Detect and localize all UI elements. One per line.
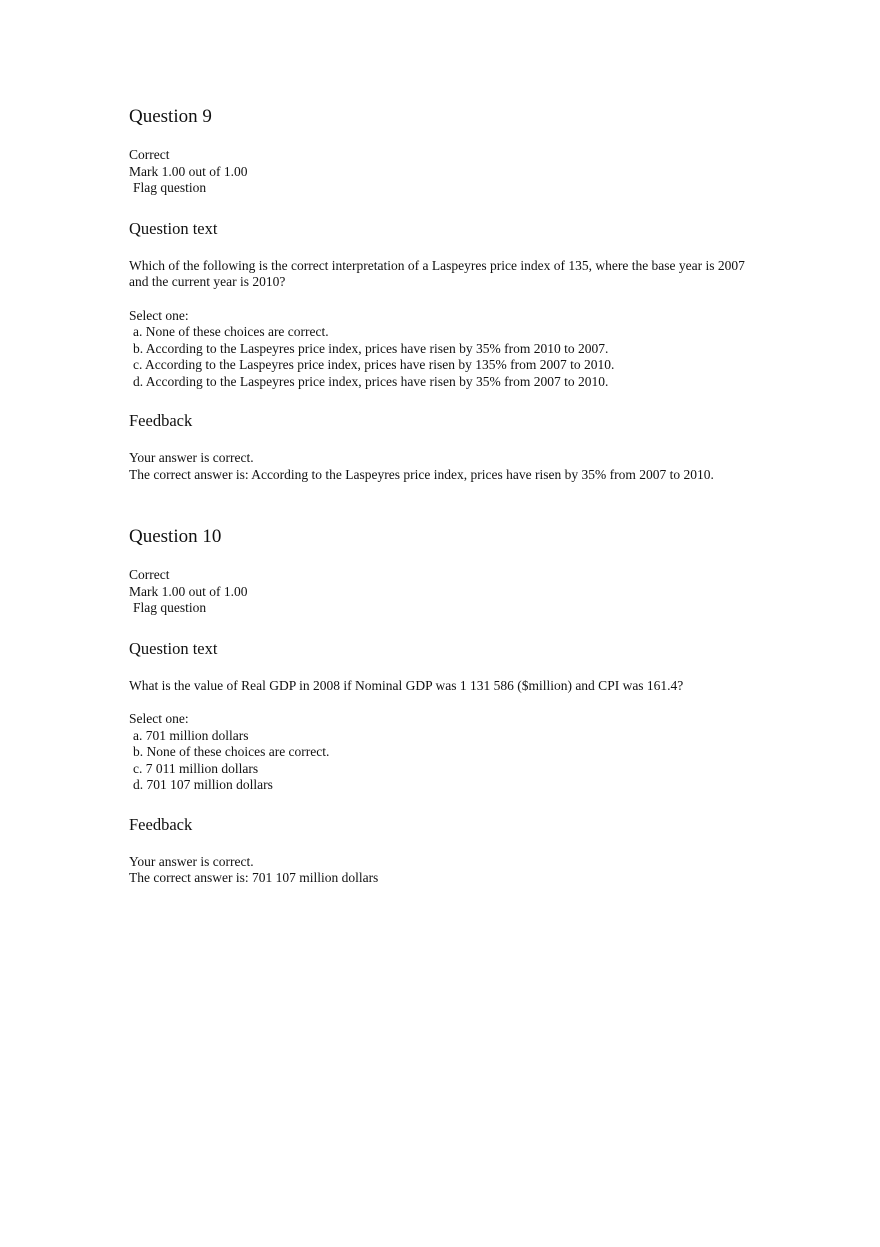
question-text-heading: Question text: [129, 218, 218, 238]
option-a[interactable]: a. None of these choices are correct.: [133, 324, 329, 339]
option-c[interactable]: c. According to the Laspeyres price index, prices have risen by 135% from 2007 to 2010.: [133, 357, 615, 372]
status-label: Correct: [129, 147, 170, 162]
feedback-heading: Feedback: [129, 814, 193, 834]
option-a[interactable]: a. 701 million dollars: [133, 727, 249, 743]
question-title: Question 10: [129, 526, 222, 547]
feedback-text: [129, 450, 749, 483]
select-prompt: Select one:: [129, 711, 189, 726]
question-text: What is the value of Real GDP in 2008 if Nominal GDP was 1 131 586 ($million) and CPI was 161.4?: [129, 677, 684, 693]
question-text: Which of the following is the correct interpretation of a Laspeyres price index of 135, where the base year is 2007 and the current year is 2010?: [129, 257, 745, 289]
feedback-result: Your answer is correct.: [129, 450, 254, 465]
status-label: Correct: [129, 567, 170, 582]
feedback-answer: The correct answer is: 701 107 million dollars: [129, 870, 379, 885]
question-status: [129, 567, 749, 617]
question-status: [129, 147, 749, 197]
option-d[interactable]: d. According to the Laspeyres price index, prices have risen by 35% from 2007 to 2010.: [133, 373, 609, 389]
question-10-block: [129, 526, 749, 887]
mark-label: Mark 1.00 out of 1.00: [129, 583, 248, 599]
answer-options: [129, 711, 749, 794]
option-c[interactable]: c. 7 011 million dollars: [133, 760, 259, 776]
question-title: Question 9: [129, 106, 212, 127]
option-d[interactable]: d. 701 107 million dollars: [133, 777, 273, 792]
question-text-heading: Question text: [129, 638, 218, 658]
option-b[interactable]: b. According to the Laspeyres price index, prices have risen by 35% from 2010 to 2007.: [133, 340, 609, 356]
mark-label: Mark 1.00 out of 1.00: [129, 163, 248, 179]
feedback-text: [129, 854, 749, 887]
feedback-result: Your answer is correct.: [129, 853, 254, 869]
select-prompt: Select one:: [129, 307, 189, 323]
flag-question-link[interactable]: Flag question: [133, 180, 207, 195]
option-b[interactable]: b. None of these choices are correct.: [133, 744, 330, 759]
feedback-heading: Feedback: [129, 411, 193, 430]
question-9-block: [129, 106, 749, 483]
flag-question-link[interactable]: Flag question: [133, 600, 207, 615]
feedback-answer: The correct answer is: According to the Laspeyres price index, prices have risen by 35% from 2007 to 2010.: [129, 466, 714, 482]
answer-options: [129, 308, 749, 391]
